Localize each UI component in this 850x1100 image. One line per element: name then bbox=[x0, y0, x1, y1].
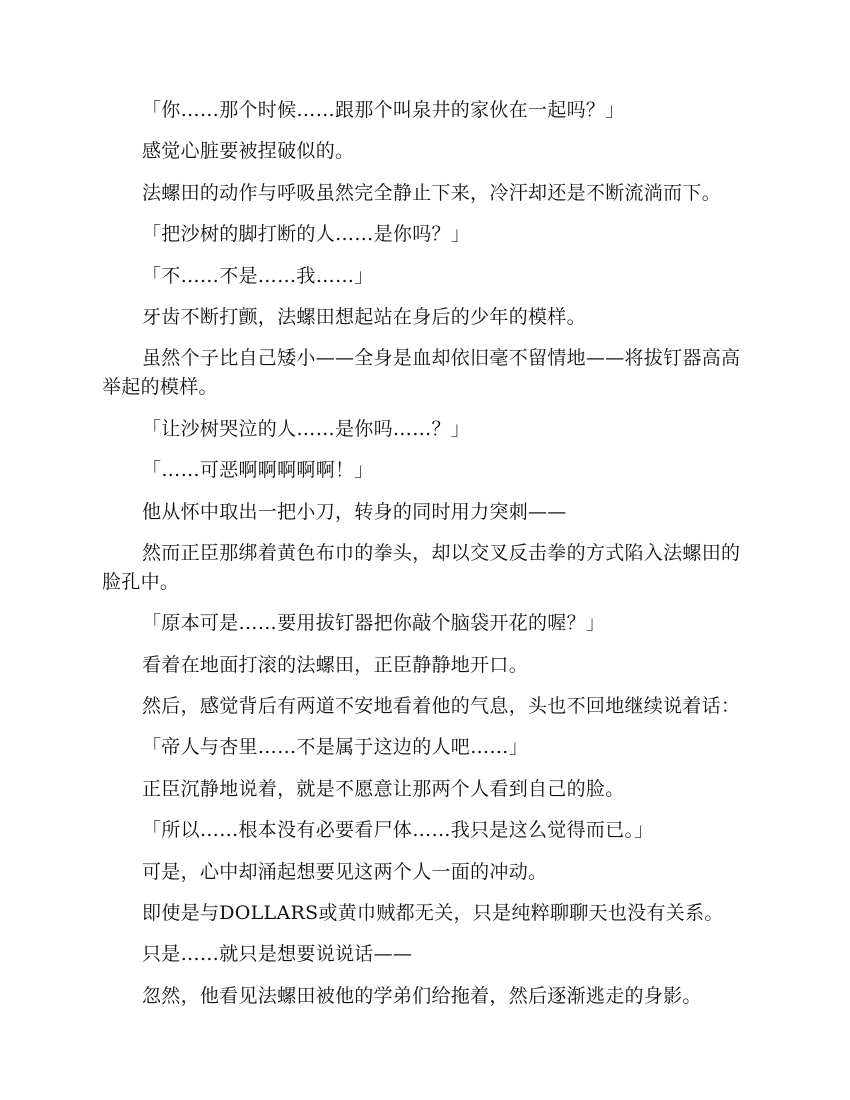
paragraph: 牙齿不断打颤，法螺田想起站在身后的少年的模样。 bbox=[142, 305, 586, 328]
paragraph: 虽然个子比自己矮小——全身是血却依旧毫不留情地——将拔钉器高高举起的模样。 bbox=[102, 347, 741, 399]
paragraph: 法螺田的动作与呼吸虽然完全静止下来，冷汗却还是不断流淌而下。 bbox=[142, 181, 722, 204]
paragraph: 感觉心脏要被捏破似的。 bbox=[142, 140, 355, 163]
paragraph: 「……可恶啊啊啊啊啊！」 bbox=[142, 459, 374, 482]
paragraph: 只是……就只是想要说说话—— bbox=[142, 943, 413, 966]
paragraph: 然后，感觉背后有两道不安地看着他的气息，头也不回地继续说着话： bbox=[142, 695, 741, 718]
paragraph: 他从怀中取出一把小刀，转身的同时用力突刺—— bbox=[142, 500, 567, 523]
paragraph: 正臣沉静地说着，就是不愿意让那两个人看到自己的脸。 bbox=[142, 777, 625, 800]
paragraph: 忽然，他看见法螺田被他的学弟们给拖着，然后逐渐逃走的身影。 bbox=[142, 984, 702, 1007]
paragraph: 「帝人与杏里……不是属于这边的人吧……」 bbox=[142, 736, 529, 759]
paragraph: 「把沙树的脚打断的人……是你吗？」 bbox=[142, 223, 471, 246]
paragraph: 「不……不是……我……」 bbox=[142, 264, 374, 287]
paragraph: 「让沙树哭泣的人……是你吗……？」 bbox=[142, 417, 471, 440]
paragraph: 然而正臣那绑着黄色布巾的拳头，却以交叉反击拳的方式陷入法螺田的脸孔中。 bbox=[102, 541, 741, 593]
paragraph: 「所以……根本没有必要看尸体……我只是这么觉得而已。」 bbox=[142, 819, 654, 842]
paragraph: 即使是与DOLLARS或黄巾贼都无关，只是纯粹聊聊天也没有关系。 bbox=[142, 902, 724, 925]
paragraph: 「你……那个时候……跟那个叫泉井的家伙在一起吗？」 bbox=[142, 99, 625, 121]
paragraph: 看着在地面打滚的法螺田，正臣静静地开口。 bbox=[142, 653, 529, 676]
document-page bbox=[102, 96, 748, 1023]
paragraph: 「原本可是……要用拔钉器把你敲个脑袋开花的喔？」 bbox=[142, 612, 606, 635]
paragraph: 可是，心中却涌起想要见这两个人一面的冲动。 bbox=[142, 860, 548, 883]
